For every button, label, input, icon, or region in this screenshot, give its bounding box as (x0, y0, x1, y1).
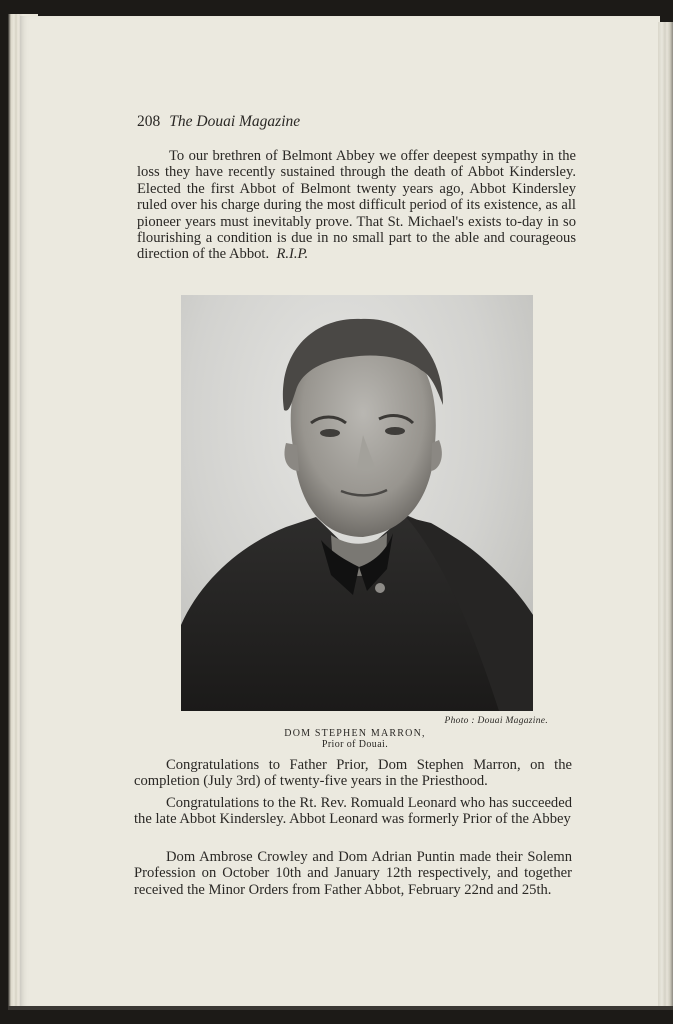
photo-caption-name: DOM STEPHEN MARRON, (284, 728, 426, 739)
paragraph-belmont-text: To our brethren of Belmont Abbey we offer deepest sympathy in the loss they have recently sustained through the death of Abbot Kindersley. Elected the first Abbot of Belmont twenty years ago, Abbot Kindersley ruled over his charge during the most difficult period of its existence, as all pioneer years must inevitably prove. That St. Michael's exists to-day in so flourishing a condition is due in no small part to the able and courageous direction of the Abbot. (137, 148, 576, 263)
paragraph-prior: Congratulations to Father Prior, Dom Stephen Marron, on the completion (July 3rd) of twenty-five years in the Priesthood. (134, 757, 572, 790)
paragraph-profession: Dom Ambrose Crowley and Dom Adrian Puntin made their Solemn Profession on October 10th and January 12th respectively, and together received the Minor Orders from Father Abbot, February 22nd and 25th. (134, 849, 572, 898)
running-head (137, 113, 577, 131)
photo-credit: Photo : Douai Magazine. (444, 716, 548, 726)
paragraph-belmont-abbey (137, 148, 576, 263)
page-bottom-edge (8, 1006, 673, 1010)
paragraph-leonard: Congratulations to the Rt. Rev. Romuald Leonard who has succeeded the late Abbot Kindersley. Abbot Leonard was formerly Prior of the Abbey (134, 795, 572, 828)
portrait-photo (181, 295, 533, 711)
page-number: 208 (137, 113, 161, 130)
magazine-title: The Douai Magazine (169, 113, 301, 130)
page-right-edge (658, 22, 673, 1008)
photo-caption-role: Prior of Douai. (321, 739, 389, 750)
rip-text: R.I.P. (276, 246, 309, 263)
